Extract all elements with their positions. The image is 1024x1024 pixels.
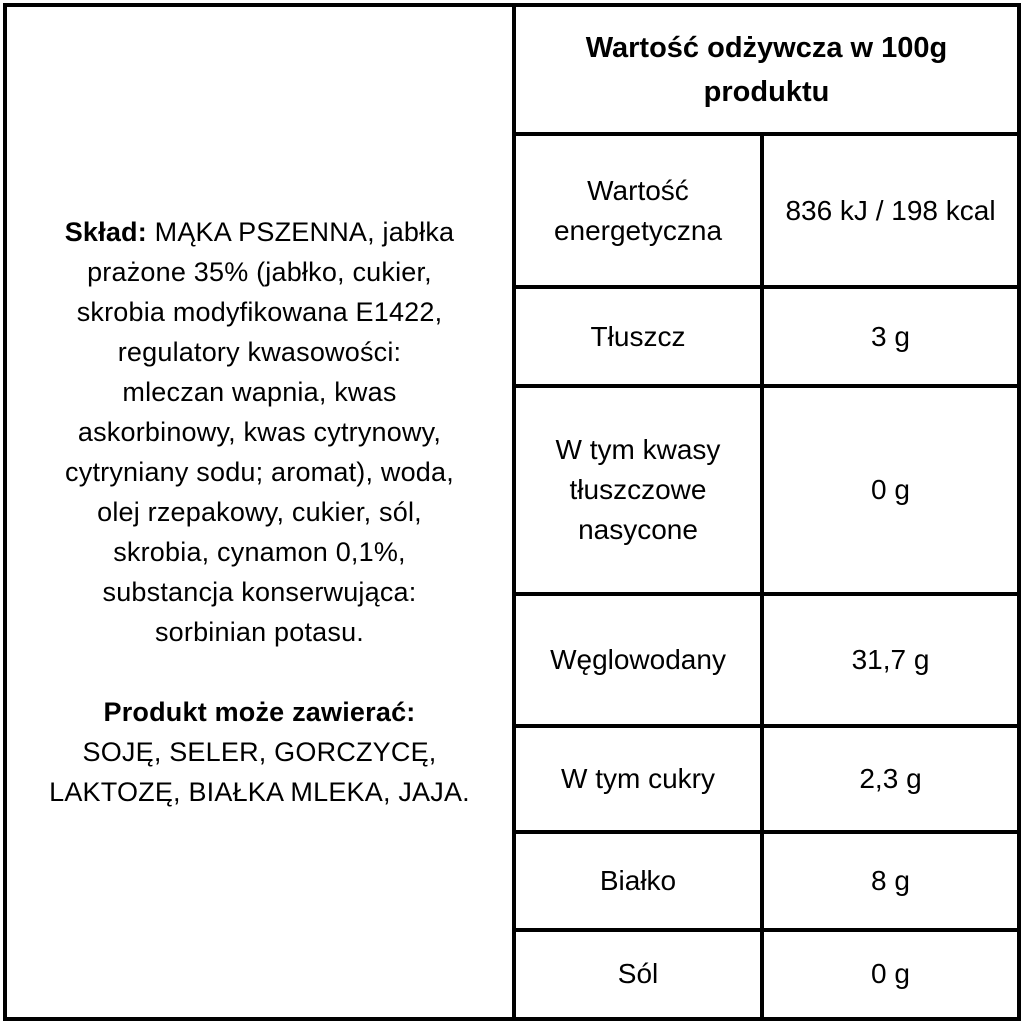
- ingredients-line: [49, 212, 470, 252]
- ingredients-line-text: skrobia, cynamon 0,1%,: [113, 537, 406, 567]
- ingredients-line-text: askorbinowy, kwas cytrynowy,: [77, 417, 442, 447]
- ingredients-line: [49, 372, 470, 412]
- nutrition-row-carbohydrates: [516, 596, 1017, 728]
- allergens-line: [49, 772, 470, 812]
- nutrition-row-saturated-fat: [516, 388, 1017, 596]
- ingredients-line: [49, 532, 470, 572]
- nutrition-value-cell: 2,3 g: [859, 762, 922, 794]
- ingredients-line: [49, 332, 470, 372]
- ingredients-paragraph: [49, 212, 470, 652]
- nutrition-row-protein: [516, 834, 1017, 932]
- ingredients-line: [49, 412, 470, 452]
- nutrition-row-sugars: [516, 728, 1017, 834]
- nutrition-label-cell: W tym cukry: [516, 728, 764, 830]
- nutrition-label-cell: Sól: [516, 932, 764, 1017]
- ingredients-line-text: sorbinian potasu.: [154, 617, 365, 647]
- allergens-paragraph: [49, 692, 470, 812]
- ingredients-line: [49, 292, 470, 332]
- ingredients-line-text: skrobia modyfikowana E1422,: [76, 297, 443, 327]
- allergens-heading-line: [49, 692, 470, 732]
- ingredients-heading: Skład:: [64, 217, 155, 247]
- nutrition-label-cell: W tym kwasy tłuszczowe nasycone: [516, 388, 764, 592]
- nutrition-row-fat: [516, 289, 1017, 388]
- nutrition-label-cell: Wartość energetyczna: [516, 136, 764, 285]
- ingredients-line-text: substancja konserwująca:: [102, 577, 417, 607]
- ingredients-line: [49, 452, 470, 492]
- ingredients-text-block: [49, 212, 470, 812]
- nutrition-value-cell: 8 g: [871, 864, 910, 896]
- nutrition-table: [512, 7, 1017, 1017]
- nutrition-label-cell: Tłuszcz: [516, 289, 764, 384]
- ingredients-line-text: cytryniany sodu; aromat), woda,: [65, 457, 454, 487]
- allergens-heading: Produkt może zawierać:: [103, 697, 416, 727]
- ingredients-line-text: regulatory kwasowości:: [117, 337, 402, 367]
- ingredients-line-text: MĄKA PSZENNA, jabłka: [154, 217, 455, 247]
- allergens-line-text: SOJĘ, SELER, GORCZYCĘ,: [82, 737, 437, 767]
- nutrition-table-header: Wartość odżywcza w 100g produktu: [516, 7, 1017, 136]
- nutrition-row-salt: [516, 932, 1017, 1017]
- nutrition-value-cell: 0 g: [871, 958, 910, 990]
- ingredients-line: [49, 252, 470, 292]
- nutrition-value-cell: 836 kJ / 198 kcal: [785, 194, 996, 226]
- allergens-line-text: LAKTOZĘ, BIAŁKA MLEKA, JAJA.: [49, 777, 470, 807]
- nutrition-label-cell: Białko: [516, 834, 764, 928]
- label-outer-frame: [3, 3, 1021, 1021]
- ingredients-line-text: olej rzepakowy, cukier, sól,: [97, 497, 422, 527]
- ingredients-line: [49, 572, 470, 612]
- nutrition-label-cell: Węglowodany: [516, 596, 764, 724]
- nutrition-value-cell: 31,7 g: [851, 643, 930, 675]
- ingredients-line-text: prażone 35% (jabłko, cukier,: [87, 257, 432, 287]
- nutrition-row-energy: [516, 136, 1017, 289]
- ingredients-line-text: mleczan wapnia, kwas: [122, 377, 397, 407]
- ingredients-line: [49, 492, 470, 532]
- nutrition-value-cell: 3 g: [871, 320, 910, 352]
- allergens-line: [49, 732, 470, 772]
- ingredients-line: [49, 612, 470, 652]
- nutrition-value-cell: 0 g: [871, 474, 910, 506]
- ingredients-panel: [7, 7, 512, 1017]
